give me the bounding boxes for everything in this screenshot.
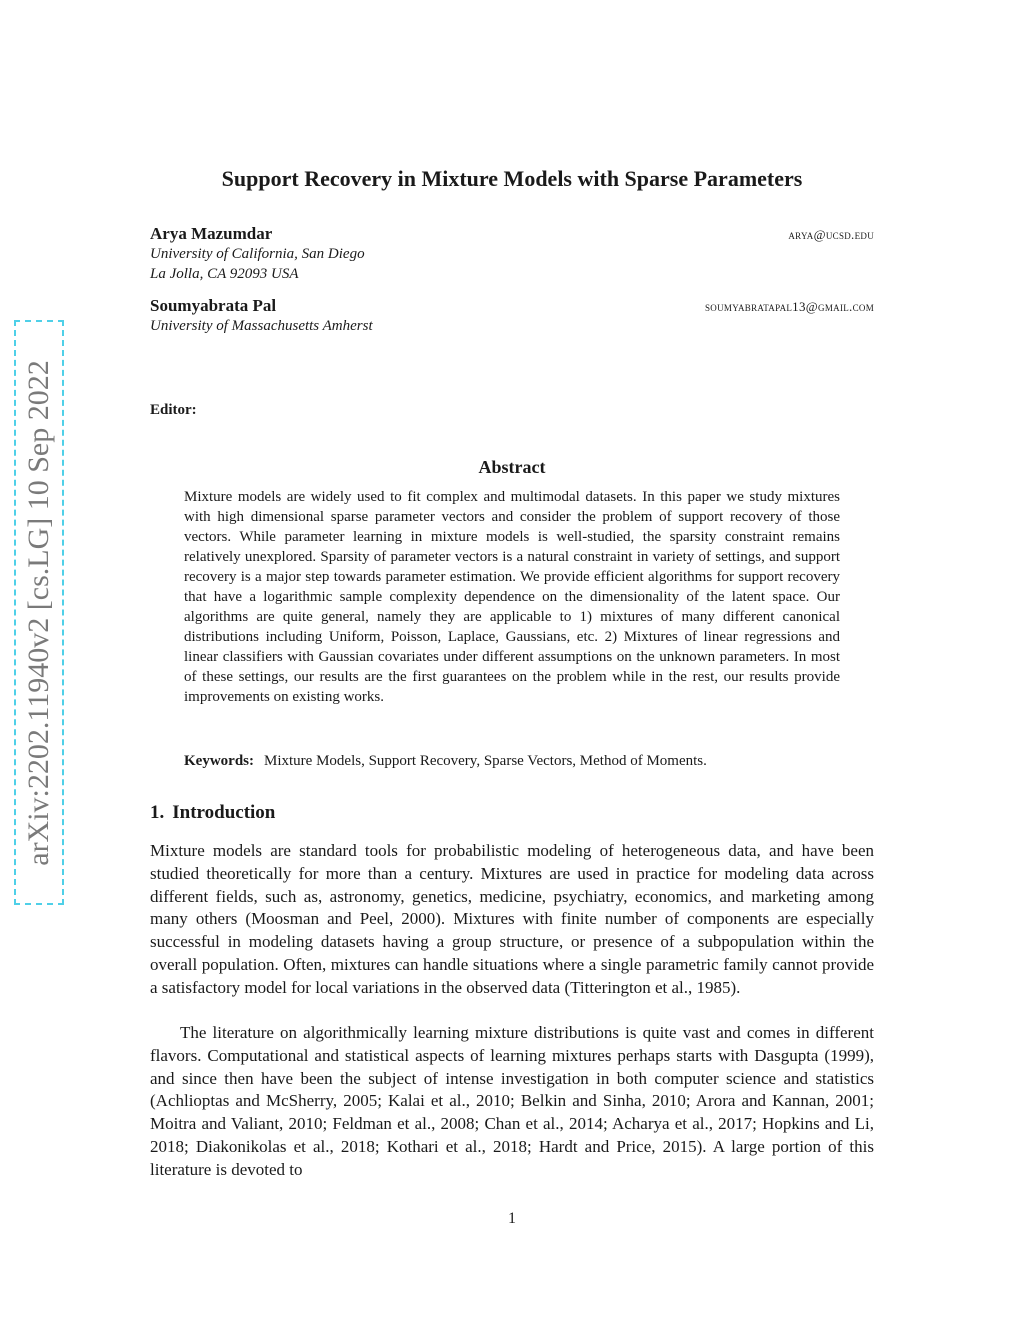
editor-label: Editor: xyxy=(150,402,197,418)
keywords-line xyxy=(184,751,840,771)
author-affiliation: University of Massachusetts Amherst xyxy=(150,318,373,334)
keywords-list: Mixture Models, Support Recovery, Sparse Vectors, Method of Moments. xyxy=(264,753,707,769)
page-number: 1 xyxy=(508,1210,516,1227)
keywords-label: Keywords: xyxy=(184,753,254,769)
arxiv-identifier-stamp xyxy=(14,320,64,905)
author-name: Soumyabrata Pal xyxy=(150,296,277,315)
author-address: La Jolla, CA 92093 USA xyxy=(150,266,299,282)
author-block-2 xyxy=(150,296,874,336)
author-name: Arya Mazumdar xyxy=(150,224,273,243)
intro-paragraph-1: Mixture models are standard tools for probabilistic modeling of heterogeneous data, and have been studied theoretically for more than a century. Mixtures are used in practice for modeling data across different fields, such as, astronomy, genetics, medicine, psychiatry, economics, and marketing among many others (Moosman and Peel, 2000). Mixtures with finite number of components are especially successful in modeling datasets having a group structure, or presence of a subpopulation within the overall population. Often, mixtures can handle situations where a single parametric family cannot provide a satisfactory model for local variations in the observed data (Titterington et al., 1985). xyxy=(150,841,874,997)
section-heading xyxy=(150,802,275,824)
paper-title: Support Recovery in Mixture Models with Sparse Parameters xyxy=(221,166,803,191)
intro-paragraph-2: The literature on algorithmically learning mixture distributions is quite vast and comes in different flavors. Computational and statistical aspects of learning mixtures perhaps starts with Dasgupta (1999), and since then have been the subject of intense investigation in both computer science and statistics (Achlioptas and McSherry, 2005; Kalai et al., 2010; Belkin and Sinha, 2010; Arora and Kannan, 2001; Moitra and Valiant, 2010; Feldman et al., 2008; Chan et al., 2014; Acharya et al., 2017; Hopkins and Li, 2018; Diakonikolas et al., 2018; Kothari et al., 2018; Hardt and Price, 2015). A large portion of this literature is devoted to xyxy=(150,1023,874,1179)
author-email[interactable]: arya@ucsd.edu xyxy=(788,227,874,242)
section-title: Introduction xyxy=(172,802,276,823)
arxiv-identifier-text: arXiv:2202.11940v2 [cs.LG] 10 Sep 2022 xyxy=(22,359,55,866)
abstract-heading: Abstract xyxy=(478,457,546,477)
author-email[interactable]: soumyabratapal13@gmail.com xyxy=(705,299,874,314)
author-affiliation: University of California, San Diego xyxy=(150,246,365,262)
author-block-1 xyxy=(150,224,874,284)
section-number: 1. xyxy=(150,802,165,823)
abstract-text: Mixture models are widely used to fit complex and multimodal datasets. In this paper we study mixtures with high dimensional sparse parameter vectors and consider the problem of support recovery of those vectors. While parameter learning in mixture models is well-studied, the sparsity constraint remains relatively unexplored. Sparsity of parameter vectors is a natural constraint in variety of settings, and support recovery is a major step towards parameter estimation. We provide efficient algorithms for support recovery that have a logarithmic sample complexity dependence on the dimensionality of the latent space. Our algorithms are quite general, namely they are applicable to 1) mixtures of many different canonical distributions including Uniform, Poisson, Laplace, Gaussians, etc. 2) Mixtures of linear regressions and linear classifiers with Gaussian covariates under different assumptions on the unknown parameters. In most of these settings, our results are the first guarantees on the problem while in the rest, our results provide improvements on existing works. xyxy=(184,489,840,705)
